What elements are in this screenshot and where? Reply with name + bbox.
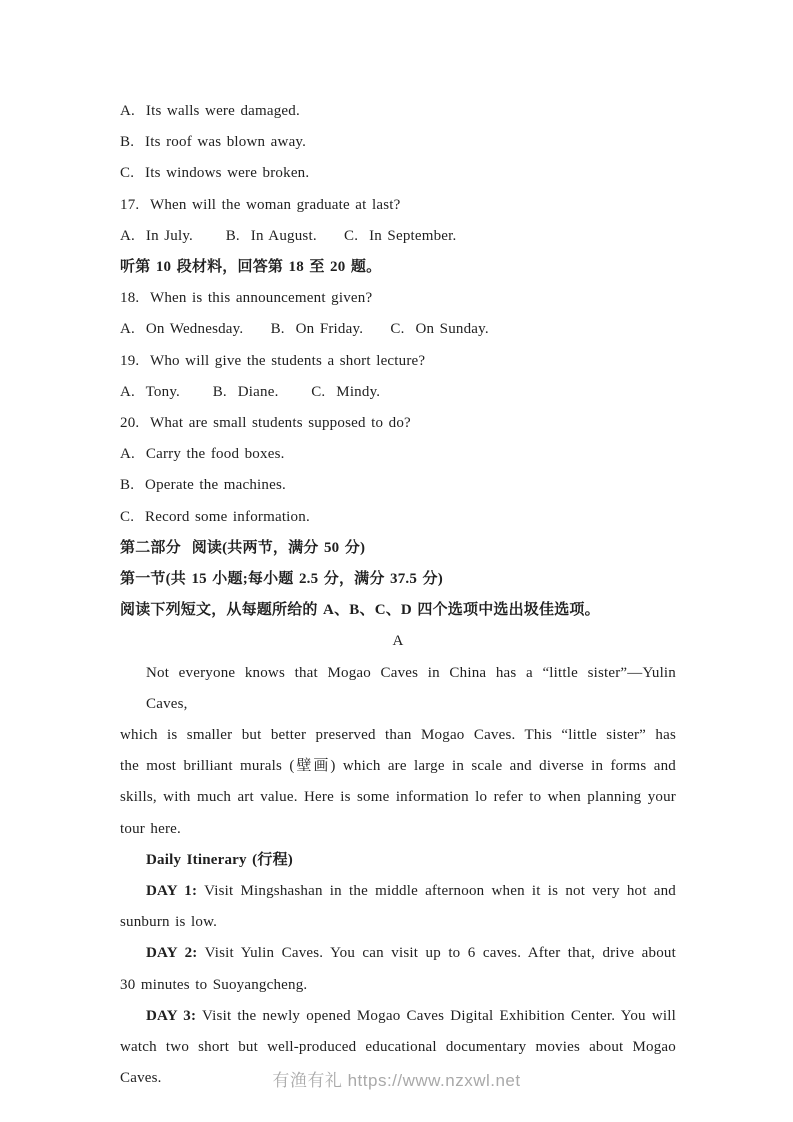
watermark-footer: 有渔有礼 https://www.nzxwl.net (272, 1071, 521, 1090)
q16-option-b (120, 127, 676, 158)
q18-options (120, 314, 676, 345)
day3-line-1 (120, 1001, 676, 1032)
part2-header (120, 533, 676, 564)
text-run: A. Tony. B. Diane. C. Mindy. (120, 383, 381, 400)
q19-options (120, 377, 676, 408)
day1-line-1 (120, 876, 676, 907)
text-run: watch two short but well-produced educational documentary movies about Mogao Caves. (120, 1039, 676, 1087)
passage-line-2 (120, 720, 676, 751)
text-run: A. On Wednesday. B. On Friday. C. On Sunday. (120, 321, 489, 338)
passage-a-title (120, 626, 676, 657)
text-run: 19. Who will give the students a short lecture? (120, 352, 426, 369)
document-body (120, 96, 676, 1095)
q17-options (120, 221, 676, 252)
text-run: skills, with much art value. Here is some information lo refer to when planning your (120, 789, 676, 806)
text-run: 20. What are small students supposed to do? (120, 415, 411, 432)
text-run: A. Its walls were damaged. (120, 103, 300, 119)
text-run: sunburn is low. (120, 914, 218, 931)
itinerary-heading (120, 845, 676, 876)
passage-line-5 (120, 814, 676, 845)
text-run: 第二部分 阅读(共两节，满分 50 分) (120, 539, 366, 556)
text-run: Not everyone knows that Mogao Caves in China has a “little sister”—Yulin Caves, (146, 664, 676, 712)
text-run: 18. When is this announcement given? (120, 290, 373, 307)
text-run: C. Record some information. (120, 508, 310, 525)
q20-option-a (120, 439, 676, 470)
text-run: A. Carry the food boxes. (120, 446, 285, 463)
q20-option-b (120, 470, 676, 501)
text-run: B. Operate the machines. (120, 477, 286, 494)
text-run: 30 minutes to Suoyangcheng. (120, 976, 308, 993)
day1-line-2 (120, 907, 676, 938)
section1-header (120, 564, 676, 595)
text-run: A. In July. B. In August. C. In September. (120, 227, 457, 244)
q16-option-c (120, 158, 676, 189)
day2-line-1 (120, 938, 676, 969)
text-run: Visit the newly opened Mogao Caves Digital Exhibition Center. You will (196, 1007, 676, 1024)
text-run: C. Its windows were broken. (120, 165, 310, 182)
bold-run: DAY 2: (146, 945, 198, 962)
q17-question (120, 190, 676, 221)
q19-question (120, 346, 676, 377)
text-run: 17. When will the woman graduate at last? (120, 196, 401, 213)
text-run: Visit Mingshashan in the middle afternoon when it is not very hot and (197, 883, 676, 900)
text-run: the most brilliant murals (壁画) which are large in scale and diverse in forms and (120, 758, 676, 775)
section1-instructions (120, 595, 676, 626)
q16-option-a (120, 96, 676, 127)
text-run: Visit Yulin Caves. You can visit up to 6 caves. After that, drive about (197, 945, 676, 962)
q18-question (120, 283, 676, 314)
q20-option-c (120, 502, 676, 533)
passage-line-1 (120, 658, 676, 720)
text-run: 听第 10 段材料，回答第 18 至 20 题。 (120, 259, 382, 276)
text-run: B. Its roof was blown away. (120, 134, 307, 151)
text-run: A (392, 633, 404, 650)
bold-run: DAY 1: (146, 883, 198, 900)
text-run: 阅读下列短文，从每题所给的 A、B、C、D 四个选项中选出圾佳选项。 (120, 602, 600, 619)
text-run: tour here. (120, 820, 181, 837)
day2-line-2 (120, 970, 676, 1001)
passage-line-3 (120, 751, 676, 782)
q20-question (120, 408, 676, 439)
bold-run: DAY 3: (146, 1007, 197, 1024)
text-run: 第一节(共 15 小题;每小题 2.5 分，满分 37.5 分) (120, 571, 443, 588)
passage-line-4 (120, 782, 676, 813)
text-run: Daily Itinerary (行程) (146, 851, 293, 868)
material-10-header (120, 252, 676, 283)
text-run: which is smaller but better preserved than Mogao Caves. This “little sister” has (120, 727, 676, 744)
